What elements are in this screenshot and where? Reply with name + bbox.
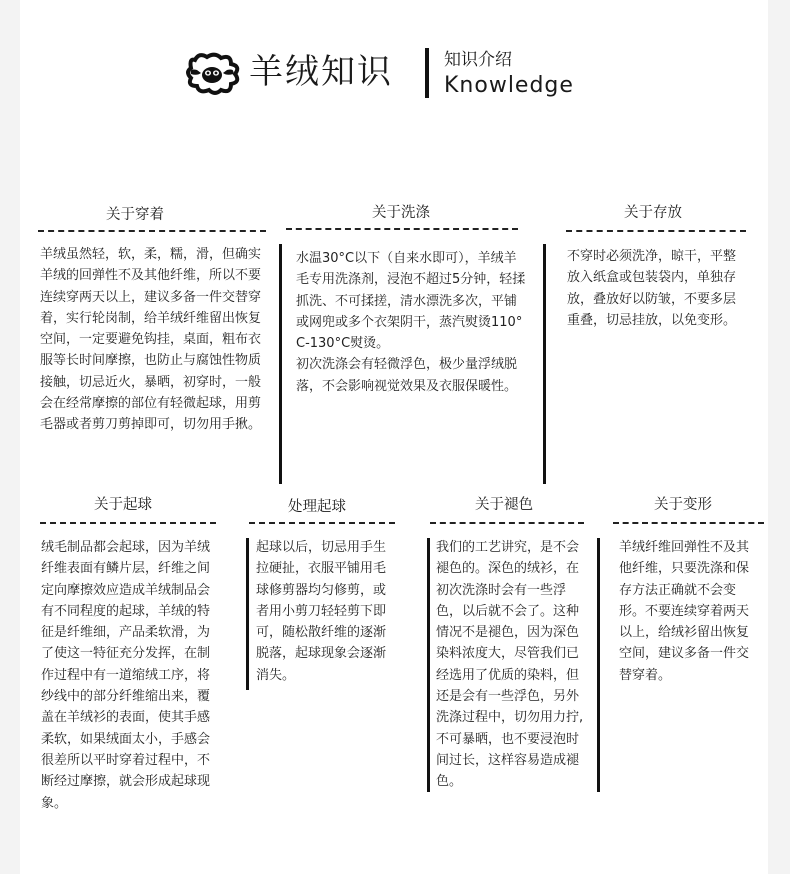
page-title: 羊绒知识 — [249, 52, 393, 92]
dash-divider-handling — [249, 522, 395, 524]
section-title-fading: 关于褪色 — [475, 497, 533, 513]
subtitle-en: Knowledge — [444, 73, 574, 98]
section-title-handling: 处理起球 — [288, 499, 346, 515]
subtitle-cn: 知识介绍 — [444, 50, 512, 70]
dash-divider-wear — [38, 230, 266, 232]
section-body-fading: 我们的工艺讲究，是不会褪色的。深色的绒衫，在初次洗涤时会有一些浮色，以后就不会了。这种情况不是褪色，因为深色染料浓度大，尽管我们已经选用了优质的染料，但还是会有一些浮色，另外洗涤过程中，切勿用力拧,不可暴晒，也不要浸泡时间过长，这样容易造成褪色。 — [436, 540, 584, 790]
section-body-wash — [296, 248, 528, 397]
wash-paragraph-2: 初次洗涤会有轻微浮色，极少量浮绒脱落，不会影响视觉效果及衣服保暖性。 — [296, 357, 518, 394]
wash-paragraph-1: 水温30°C以下（自来水即可），羊绒羊毛专用洗涤剂，浸泡不超过5分钟，轻揉抓洗、不可揉搓，清水漂洗多次，平铺或网兜或多个衣架阴干，蒸汽熨烫110°C-130°C熨烫。 — [296, 251, 526, 352]
vertical-bar-handling — [246, 538, 249, 690]
section-title-pilling: 关于起球 — [94, 497, 152, 513]
dash-divider-pilling — [40, 522, 216, 524]
dash-divider-fading — [430, 522, 584, 524]
section-title-storage: 关于存放 — [624, 205, 682, 221]
dash-divider-deform — [613, 522, 764, 524]
section-body-wear: 羊绒虽然轻，软，柔，糯，滑，但确实羊绒的回弹性不及其他纤维，所以不要连续穿两天以上，建议多备一件交替穿着，实行轮岗制，给羊绒纤维留出恢复空间，一定要避免钩挂，桌面，粗布衣服等长时间摩擦，也防止与腐蚀性物质接触，切忌近火，暴晒，初穿时，一般会在经常摩擦的部位有轻微起球，用剪毛器或者剪刀剪掉即可，切勿用手揪。 — [40, 247, 262, 433]
section-title-deform: 关于变形 — [654, 497, 712, 513]
dash-divider-storage — [566, 230, 746, 232]
sheep-icon — [185, 52, 241, 96]
header-divider — [425, 48, 429, 98]
section-body-handling: 起球以后，切忌用手生拉硬扯，衣服平铺用毛球修剪器均匀修剪，或者用小剪刀轻轻剪下即可，随松散纤维的逐渐脱落，起球现象会逐渐消失。 — [256, 540, 387, 683]
vertical-bar-wash — [279, 244, 282, 484]
section-body-storage: 不穿时必须洗净，晾干，平整放入纸盒或包装袋内，单独存放，叠放好以防皱，不要多层重叠，切忌挂放，以免变形。 — [567, 249, 737, 328]
section-body-deform: 羊绒纤维回弹性不及其他纤维，只要洗涤和保存方法正确就不会变形。不要连续穿着两天以上，给绒衫留出恢复空间，建议多备一件交替穿着。 — [619, 540, 750, 683]
vertical-bar-storage — [543, 244, 546, 484]
section-title-wash: 关于洗涤 — [372, 205, 430, 221]
section-title-wear: 关于穿着 — [106, 207, 164, 223]
dash-divider-wash — [286, 228, 518, 230]
vertical-bar-fading-right — [597, 538, 600, 792]
section-body-pilling: 绒毛制品都会起球，因为羊绒纤维表面有鳞片层，纤维之间定向摩擦效应造成羊绒制品会有不同程度的起球，羊绒的特征是纤维细，产品柔软滑，为了使这一特征充分发挥，在制作过程中有一道缩绒工序，将纱线中的部分纤维缩出来，覆盖在羊绒衫的表面，使其手感柔软，如果绒面太小，手感会很差所以平时穿着过程中，不断经过摩擦，就会形成起球现象。 — [41, 540, 211, 811]
vertical-bar-fading — [427, 538, 430, 792]
